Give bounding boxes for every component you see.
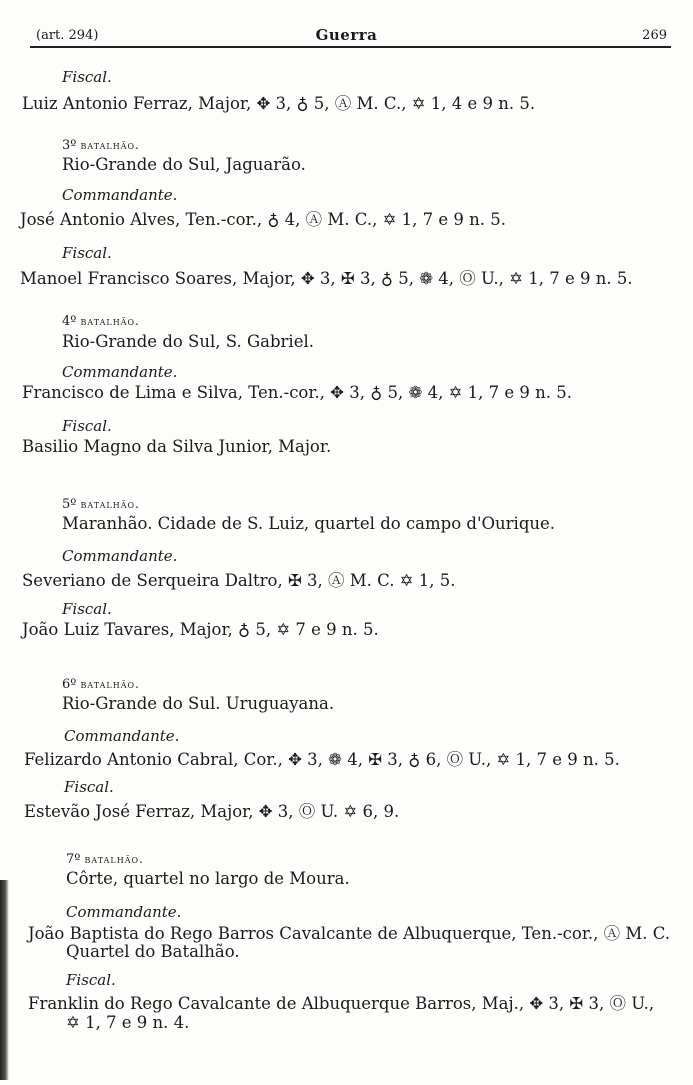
battalion-heading	[62, 497, 140, 512]
page-number: 269	[642, 28, 667, 43]
battalion-heading	[66, 852, 144, 867]
fiscal-entry: João Luiz Tavares, Major, ♁ 5, ✡ 7 e 9 n. 5.	[22, 620, 379, 639]
running-header	[0, 24, 693, 50]
fiscal-entry: Estevão José Ferraz, Major, ✥ 3, Ⓞ U. ✡ 6, 9.	[24, 802, 400, 821]
fiscal-entry-continued: ✡ 1, 7 e 9 n. 4.	[66, 1013, 190, 1032]
fiscal-heading: Fiscal.	[62, 417, 112, 435]
scan-edge-shadow	[0, 880, 9, 1080]
commander-heading: Commandante.	[66, 903, 182, 921]
fiscal-entry: Luiz Antonio Ferraz, Major, ✥ 3, ♁ 5, Ⓐ M. C., ✡ 1, 4 e 9 n. 5.	[22, 94, 536, 113]
commander-entry: Severiano de Serqueira Daltro, ✠ 3, Ⓐ M. C. ✡ 1, 5.	[22, 571, 456, 590]
battalion-number: 7º	[66, 852, 81, 867]
battalion-number: 6º	[62, 677, 77, 692]
battalion-number: 5º	[62, 497, 77, 512]
battalion-number: 3º	[62, 138, 77, 153]
article-reference: (art. 294)	[36, 28, 99, 43]
commander-entry: João Baptista do Rego Barros Cavalcante de Albuquerque, Ten.-cor., Ⓐ M. C.	[28, 924, 671, 943]
battalion-word: batalhão.	[80, 497, 140, 511]
fiscal-heading: Fiscal.	[62, 600, 112, 618]
battalion-heading	[62, 138, 140, 153]
battalion-location: Maranhão. Cidade de S. Luiz, quartel do campo d'Ourique.	[62, 514, 556, 533]
battalion-word: batalhão.	[80, 314, 140, 328]
battalion-heading	[62, 677, 140, 692]
battalion-heading	[62, 314, 140, 329]
fiscal-entry: Basilio Magno da Silva Junior, Major.	[22, 437, 332, 456]
fiscal-heading: Fiscal.	[64, 778, 114, 796]
battalion-location: Côrte, quartel no largo de Moura.	[66, 869, 350, 888]
page-title: Guerra	[315, 26, 378, 44]
commander-entry-continued: Quartel do Batalhão.	[66, 942, 240, 961]
fiscal-heading: Fiscal.	[66, 971, 116, 989]
fiscal-heading: Fiscal.	[62, 244, 112, 262]
battalion-word: batalhão.	[80, 138, 140, 152]
commander-entry: Felizardo Antonio Cabral, Cor., ✥ 3, ❁ 4, ✠ 3, ♁ 6, Ⓞ U., ✡ 1, 7 e 9 n. 5.	[24, 750, 620, 769]
commander-heading: Commandante.	[62, 363, 178, 381]
fiscal-entry: Franklin do Rego Cavalcante de Albuquerque Barros, Maj., ✥ 3, ✠ 3, Ⓞ U.,	[28, 994, 655, 1013]
battalion-location: Rio-Grande do Sul. Uruguayana.	[62, 694, 335, 713]
header-rule	[30, 46, 671, 48]
battalion-word: batalhão.	[80, 677, 140, 691]
commander-heading: Commandante.	[62, 547, 178, 565]
battalion-location: Rio-Grande do Sul, Jaguarão.	[62, 155, 306, 174]
fiscal-heading: Fiscal.	[62, 68, 112, 86]
fiscal-entry: Manoel Francisco Soares, Major, ✥ 3, ✠ 3, ♁ 5, ❁ 4, Ⓞ U., ✡ 1, 7 e 9 n. 5.	[20, 269, 633, 288]
commander-heading: Commandante.	[64, 727, 180, 745]
battalion-word: batalhão.	[84, 852, 144, 866]
battalion-number: 4º	[62, 314, 77, 329]
battalion-location: Rio-Grande do Sul, S. Gabriel.	[62, 332, 314, 351]
commander-heading: Commandante.	[62, 186, 178, 204]
commander-entry: Francisco de Lima e Silva, Ten.-cor., ✥ 3, ♁ 5, ❁ 4, ✡ 1, 7 e 9 n. 5.	[22, 383, 572, 402]
commander-entry: José Antonio Alves, Ten.-cor., ♁ 4, Ⓐ M. C., ✡ 1, 7 e 9 n. 5.	[20, 210, 506, 229]
